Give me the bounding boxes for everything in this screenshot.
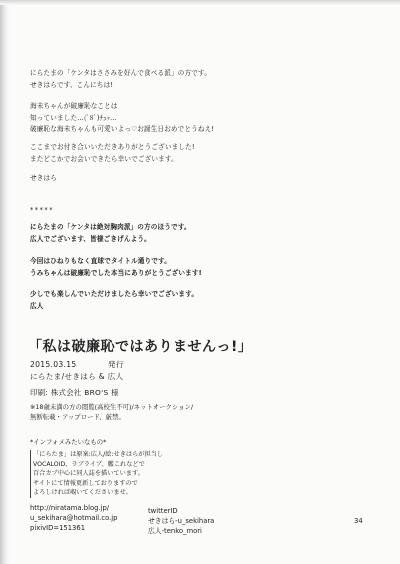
text-line: 海未ちゃんが破廉恥なことは [30,102,118,110]
text-line: にらたまの「ケンタは絶対胸肉派」の方のほうです。 [30,223,191,231]
email-address: u_sekihara@hotmail.co.jp [30,514,118,522]
printer-credit: 印刷: 株式会社 BRO'S 様 [30,388,119,397]
info-heading: *インフォメみたいなもの* [30,438,107,446]
afterword-closing-hiroto [30,289,375,312]
text-line: 今回はひねりもなく直球でタイトル通りです。 [30,257,171,265]
afterword-greeting-hiroto [30,222,375,245]
section-divider: ***** [30,206,54,214]
text-line: 広人でございます、皆様ごきげんよう。 [30,234,151,243]
page-binding-shadow [0,0,10,564]
text-line: 少しでも楽しんでいただけましたら幸いでございます。 [30,290,199,298]
info-line: 「にらたま」は原案:広人/絵:せきはらが担当し [33,451,164,458]
text-line: せきはらです、こんにちは! [30,80,114,89]
info-line: サイトにて情報更新しておりますので [33,479,138,487]
issue-date-line [30,359,124,370]
info-line: よろしければ覗いてくださいませ。 [33,489,132,497]
twitter-heading: twitterID [148,507,178,515]
text-line: 破廉恥な海未ちゃんも可愛いよっ♡お誕生日おめでとうねえ! [30,125,215,134]
circle-name: にらたま/せきはら & 広人 [30,372,124,381]
author-signature: 広人 [30,301,44,310]
contact-info [30,503,117,533]
age-restriction-note: 無断転載・アップロード、厳禁。 [30,413,125,421]
twitter-id-sekihara: せきはら-u_sekihara [148,517,215,525]
text-line: 知っていました…(ﾟ8ﾟ)ﾁｭｯ… [30,113,117,122]
text-line: またどこかでお会いできたら幸いでございます。 [30,154,178,163]
info-box [30,450,163,498]
twitter-id-hiroto: 広人-tenko_mori [148,527,202,535]
author-signature: せきはら [30,174,57,182]
page-number: 34 [354,517,363,525]
info-line: VOCALOID、ラブライブ、艦これなどで [33,460,145,468]
info-line: 百合カプ中心に同人誌を描いています。 [33,470,144,478]
blog-url: http://niratama.blog.jp/ [30,504,110,512]
book-title: 「私は破廉恥ではありませんっ!」 [28,339,253,355]
page-top-shadow [0,0,400,5]
pixiv-id: pixivID=151361 [30,524,86,532]
afterword-paragraph-umi [30,101,375,136]
issue-label: 発行 [107,360,124,369]
afterword-greeting-sekihara [30,68,375,91]
text-line: うみちゃんは破廉恥でした本当にありがとうございます! [30,268,202,277]
afterword-paragraph-hiroto [30,256,375,279]
afterword-signature-sekihara [30,173,375,185]
issue-date: 2015.03.15 [30,360,77,369]
afterword-thanks [30,142,375,165]
twitter-info [148,506,214,536]
text-line: にらたまの「ケンタはささみを好んで食べる派」の方です。 [30,69,211,77]
age-restriction-note: ※18歳未満の方の閲覧(高校生不可)/ネットオークション/ [30,403,194,411]
text-line: ここまでお付き合いいただきありがとうございました! [30,143,195,151]
